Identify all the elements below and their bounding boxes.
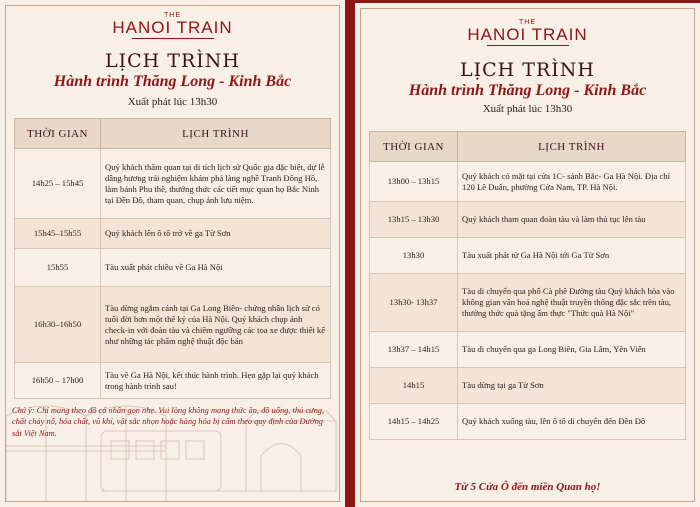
page-title: LỊCH TRÌNH xyxy=(460,59,595,81)
row-text: Tàu di chuyển qua ga Long Biên, Gia Lâm, Yên Viên xyxy=(458,332,686,368)
table-row xyxy=(15,219,331,249)
footer-slogan: Từ 5 Cửa Ô đến miền Quan họ! xyxy=(454,481,601,493)
table-row xyxy=(15,287,331,363)
row-text: Quý khách lên ô tô trở về ga Từ Sơn xyxy=(101,219,331,249)
logo-the: THE xyxy=(519,19,536,26)
row-time: 13h15 – 13h30 xyxy=(370,202,458,238)
header-schedule: LỊCH TRÌNH xyxy=(101,119,331,149)
left-schedule-panel xyxy=(0,0,345,507)
row-time: 14h15 – 14h25 xyxy=(370,404,458,440)
row-text: Quý khách thăm quan tại di tích lịch sử Quốc gia đặc biệt, dự lễ dâng hương trải nghiệm khám phá làng nghề Tranh Đông Hồ, làm bánh Phu thê, thưởng thức các tiết mục quan họ Bắc Ninh tại Đền Đô, tham quan, chụp ảnh lưu niệm. xyxy=(101,149,331,219)
row-time: 16h30–16h50 xyxy=(15,287,101,363)
row-text: Tàu về Ga Hà Nội, kết thúc hành trình. Hẹn gặp lại quý khách trong hành trình sau! xyxy=(101,363,331,399)
schedule-table xyxy=(369,131,686,440)
table-row xyxy=(15,249,331,287)
right-schedule-panel xyxy=(355,3,700,507)
logo-name: HANOI TRAIN xyxy=(112,18,233,37)
row-time: 15h45–15h55 xyxy=(15,219,101,249)
row-text: Quý khách có mặt tại cửa 1C- sảnh Bắc- Ga Hà Nội. Địa chỉ 120 Lê Duẩn, phường Cửa Nam, TP. Hà Nội. xyxy=(458,162,686,202)
hanoi-train-logo xyxy=(355,19,700,46)
table-row xyxy=(15,149,331,219)
logo-underline xyxy=(487,45,569,46)
hanoi-train-logo xyxy=(0,12,345,39)
header-time: THỜI GIAN xyxy=(370,132,458,162)
row-time: 13h37 – 14h15 xyxy=(370,332,458,368)
row-text: Quý khách tham quan đoàn tàu và làm thủ tục lên tàu xyxy=(458,202,686,238)
table-row xyxy=(370,162,686,202)
logo-underline xyxy=(132,38,214,39)
table-header-row xyxy=(370,132,686,162)
table-row xyxy=(370,368,686,404)
logo-the: THE xyxy=(164,12,181,19)
table-row xyxy=(370,202,686,238)
table-row xyxy=(370,274,686,332)
table-header-row xyxy=(15,119,331,149)
table-row xyxy=(370,238,686,274)
header-schedule: LỊCH TRÌNH xyxy=(458,132,686,162)
row-time: 13h30- 13h37 xyxy=(370,274,458,332)
row-time: 16h50 – 17h00 xyxy=(15,363,101,399)
table-row xyxy=(370,332,686,368)
row-time: 15h55 xyxy=(15,249,101,287)
header-time: THỜI GIAN xyxy=(15,119,101,149)
row-text: Tàu xuất phát từ Ga Hà Nội tới Ga Từ Sơn xyxy=(458,238,686,274)
departure-time: Xuất phát lúc 13h30 xyxy=(482,103,573,115)
row-time: 13h30 xyxy=(370,238,458,274)
row-text: Tàu di chuyển qua phố Cà phê Đường tàu Quý khách hòa vào không gian văn hoá nghệ thuật truyền thống đặc sắc trên tàu, thưởng thức quà tặng ẩm thực "Thức quà Hà Nội" xyxy=(458,274,686,332)
row-time: 14h15 xyxy=(370,368,458,404)
row-text: Tàu dừng ngắm cảnh tại Ga Long Biên- chứng nhân lịch sử có tuổi đời hơn một thế kỷ của Hà Nội. Quý khách chụp ảnh check-in với đoàn tàu và chiêm ngưỡng các toa xe được thiết kế như những tác phẩm nghệ thuật độc bản xyxy=(101,287,331,363)
row-time: 13h00 – 13h15 xyxy=(370,162,458,202)
row-text: Tàu xuất phát chiều về Ga Hà Nội xyxy=(101,249,331,287)
row-text: Tàu dừng tại ga Từ Sơn xyxy=(458,368,686,404)
schedule-table xyxy=(14,118,331,399)
departure-time: Xuất phát lúc 13h30 xyxy=(127,96,218,108)
note-text: Chú ý: Chỉ mang theo đồ cá nhân gọn nhẹ. Vui lòng không mang thức ăn, đồ uống, thú cưng, chất cháy nổ, hóa chất, vũ khí, vật sắc nhọn hoặc hàng hóa bị cấm theo quy định của Đường sắt Việt Nam. xyxy=(12,406,325,438)
row-time: 14h25 – 15h45 xyxy=(15,149,101,219)
page-subtitle: Hành trình Thăng Long - Kinh Bắc xyxy=(408,82,647,99)
page-title: LỊCH TRÌNH xyxy=(105,50,240,72)
table-row xyxy=(370,404,686,440)
page-subtitle: Hành trình Thăng Long - Kinh Bắc xyxy=(53,73,292,90)
logo-name: HANOI TRAIN xyxy=(467,25,588,44)
row-text: Quý khách xuống tàu, lên ô tô di chuyển đến Đền Đô xyxy=(458,404,686,440)
